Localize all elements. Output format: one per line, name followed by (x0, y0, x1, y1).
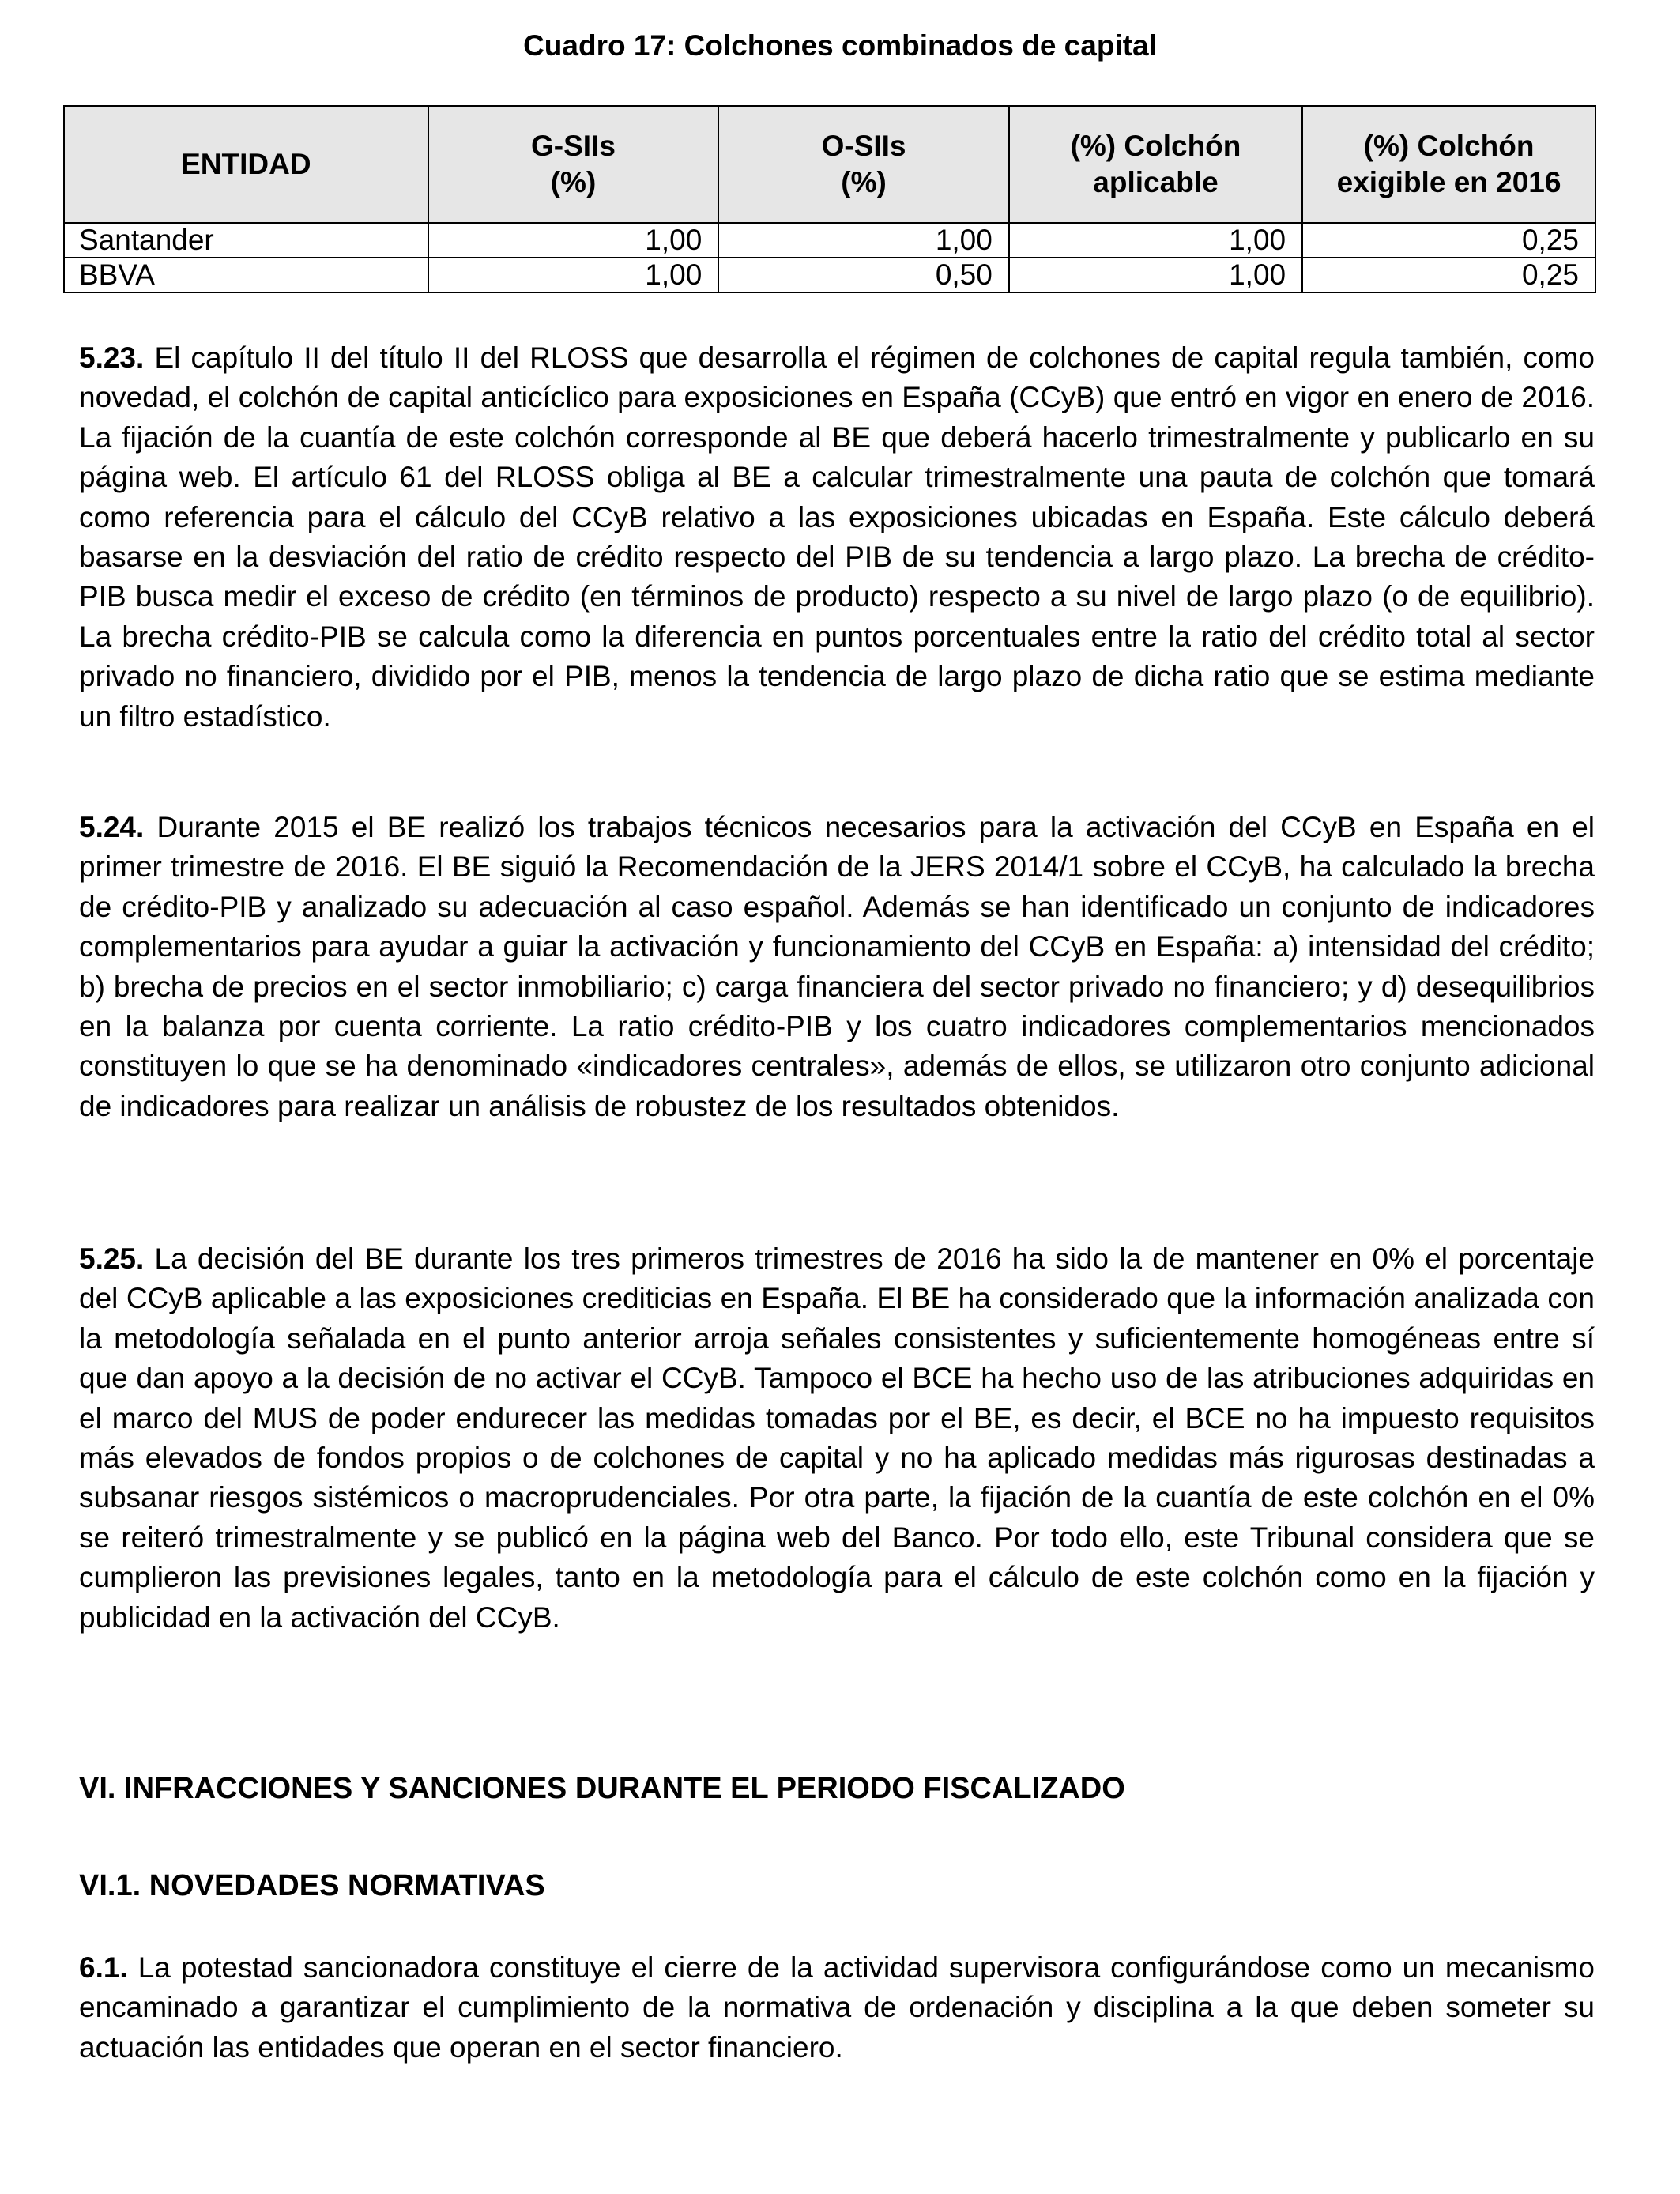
paragraph-text: El capítulo II del título II del RLOSS que desarrolla el régimen de colchones de capital regula también, como novedad, el colchón de capital anticíclico para exposiciones en España (CCyB) que entró en vigor en enero de 2016. La fijación de la cuantía de este colchón corresponde al BE que deberá hacerlo trimestralmente y publicarlo en su página web. El artículo 61 del RLOSS obliga al BE a calcular trimestralmente una pauta de colchón que tomará como referencia para el cálculo del CCyB relativo a las exposiciones ubicadas en España. Este cálculo deberá basarse en la desviación del ratio de crédito respecto del PIB de su tendencia a largo plazo. La brecha de crédito-PIB busca medir el exceso de crédito (en términos de producto) respecto a su nivel de largo plazo (o de equilibrio). La brecha crédito-PIB se calcula como la diferencia en puntos porcentuales entre la ratio del crédito total al sector privado no financiero, dividido por el PIB, menos la tendencia de largo plazo de dicha ratio que se estima mediante un filtro estadístico. (79, 341, 1595, 733)
cell-gsiis: 1,00 (428, 223, 719, 258)
paragraph-text: La potestad sancionadora constituye el cierre de la actividad supervisora configurándose como un mecanismo encaminado a garantizar el cumplimiento de la normativa de ordenación y disciplina a la que deben someter su actuación las entidades que operan en el sector financiero. (79, 1951, 1595, 2064)
table-row (64, 258, 1595, 292)
cell-colchon-exigible: 0,25 (1302, 223, 1595, 258)
header-osiis: O-SIIs (%) (718, 106, 1009, 223)
header-colchon-exigible: (%) Colchón exigible en 2016 (1302, 106, 1595, 223)
cell-colchon-exigible: 0,25 (1302, 258, 1595, 292)
paragraph-text: Durante 2015 el BE realizó los trabajos técnicos necesarios para la activación del CCyB en España en el primer trimestre de 2016. El BE siguió la Recomendación de la JERS 2014/1 sobre el CCyB, ha calculado la brecha de crédito-PIB y analizado su adecuación al caso español. Además se han identificado un conjunto de indicadores complementarios para ayudar a guiar la activación y funcionamiento del CCyB en España: a) intensidad del crédito; b) brecha de precios en el sector inmobiliario; c) carga financiera del sector privado no financiero; y d) desequilibrios en la balanza por cuenta corriente. La ratio crédito-PIB y los cuatro indicadores complementarios mencionados constituyen lo que se ha denominado «indicadores centrales», además de ellos, se utilizaron otro conjunto adicional de indicadores para realizar un análisis de robustez de los resultados obtenidos. (79, 811, 1595, 1122)
paragraph-number: 5.25. (79, 1242, 145, 1275)
cell-osiis: 0,50 (718, 258, 1009, 292)
capital-buffers-table (63, 105, 1596, 293)
cell-entidad: Santander (64, 223, 428, 258)
cell-gsiis: 1,00 (428, 258, 719, 292)
paragraph-5-25 (79, 1239, 1595, 1638)
paragraph-number: 5.24. (79, 811, 145, 843)
table-row (64, 223, 1595, 258)
paragraph-5-23 (79, 338, 1595, 737)
cell-colchon-aplicable: 1,00 (1009, 258, 1302, 292)
cell-osiis: 1,00 (718, 223, 1009, 258)
paragraph-6-1 (79, 1948, 1595, 2068)
header-gsiis: G-SIIs (%) (428, 106, 719, 223)
header-entidad: ENTIDAD (64, 106, 428, 223)
cell-entidad: BBVA (64, 258, 428, 292)
section-heading-vi: VI. INFRACCIONES Y SANCIONES DURANTE EL PERIODO FISCALIZADO (79, 1772, 1125, 1805)
paragraph-number: 5.23. (79, 341, 145, 374)
section-heading-vi-1: VI.1. NOVEDADES NORMATIVAS (79, 1869, 545, 1902)
header-colchon-aplicable: (%) Colchón aplicable (1009, 106, 1302, 223)
paragraph-5-24 (79, 808, 1595, 1126)
cell-colchon-aplicable: 1,00 (1009, 223, 1302, 258)
paragraph-number: 6.1. (79, 1951, 128, 1984)
paragraph-text: La decisión del BE durante los tres primeros trimestres de 2016 ha sido la de mantener en 0% el porcentaje del CCyB aplicable a las exposiciones crediticias en España. El BE ha considerado que la información analizada con la metodología señalada en el punto anterior arroja señales consistentes y suficientemente homogéneas entre sí que dan apoyo a la decisión de no activar el CCyB. Tampoco el BCE ha hecho uso de las atribuciones adquiridas en el marco del MUS de poder endurecer las medidas tomadas por el BE, es decir, el BCE no ha impuesto requisitos más elevados de fondos propios o de colchones de capital y no ha aplicado medidas más rigurosas destinadas a subsanar riesgos sistémicos o macroprudenciales. Por otra parte, la fijación de la cuantía de este colchón en el 0% se reiteró trimestralmente y se publicó en la página web del Banco. Por todo ello, este Tribunal considera que se cumplieron las previsiones legales, tanto en la metodología para el cálculo de este colchón como en la fijación y publicidad en la activación del CCyB. (79, 1242, 1595, 1634)
table-title: Cuadro 17: Colchones combinados de capital (523, 29, 1157, 62)
table-header-row (64, 106, 1595, 223)
